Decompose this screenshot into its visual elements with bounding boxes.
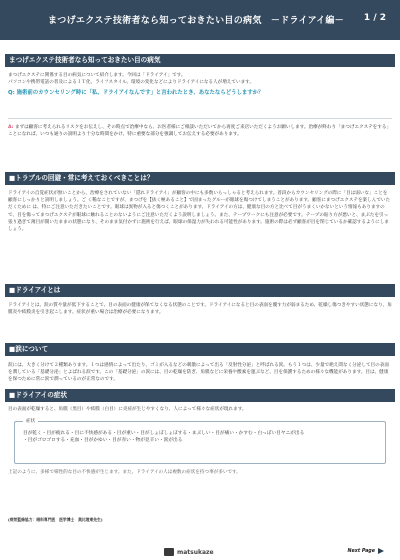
next-page-label: Next Page [347,548,375,554]
answer-mark: A: [8,125,14,130]
symptom-box [14,421,386,464]
symptoms-summary: 上記のように、多様で様性的な目の不快感が生じます。また、ドライアイの人は複数の症状を持つ事が多いです。 [8,470,241,475]
page-title: まつげエクステ技術者なら知っておきたい目の病気 －ドライアイ編－ [48,16,344,26]
answer-text: まずは顧客に考えられるリスクをお伝えし、その時点で治療中なら、お医者様にご相談いただいてから再度ご来店いただくようお願いします。治療が終わり「まつげエクステをする」ことになれば、いつも通りの説明より十分な時間をかけ、特に重要な部分を強調してお伝えする必要があります。 [8,125,392,138]
section-heading-tears: ■涙について [5,343,395,356]
next-page-link[interactable] [348,548,384,554]
intro-line-1: まつげエクステに関係する目の病気について紹介します。今回は「ドライアイ」です。 [8,73,186,78]
logo-icon [164,548,174,556]
symptom-label: 症状 [23,418,38,425]
section-heading-intro: まつげエクステ技術者なら知っておきたい目の病気 [5,54,395,67]
tears-text: 涙には、大きく分けて２種類あります。１つは感情によって出たり、ゴミが入るなどの刺激によって出る「反射性分泌」と呼ばれる涙。もう１つは、少量で絶え間なく分泌して目の表面を潤している「基礎分泌」とよばれる涙です。この「基礎分泌」の涙には、目の乾燥を防ぎ、角膜などに栄養や酸素を運ぶなど、目を保護するための様々な機能があります。目は、健康を保つために常に涙で潤っているのが正常なのです。 [8,363,389,383]
intro-line-2: パソコンや携帯電話の普及によるＩＴ化、ライフスタイル、環境の変化などによりドライアイになる人が増えています。 [8,80,254,86]
brand-logo [164,548,214,556]
dryeye-text: ドライアイとは、涙の質や量が低下することで、目の表面の健康が保てなくなる状態のことです。ドライアイになると目の表面を覆す力が弱まるため、乾燥し傷つきやすい状態になり、角膜炎や結膜炎を引き起こします。症状が重い場合は治療が必要になります。 [8,303,392,316]
symptoms-intro: 目の表面が乾燥すると、角膜（黒目）や結膜（白目）に炎症が生じやすくなり、人によって様々な症状が現れます。 [8,407,247,412]
page-number: 1 / 2 [363,13,386,23]
symptom-list-1: 目が乾く・目が疲れる・目に不快感がある・目が重い・目がしょぼしょぼする・まぶしい・目が痛い・かすむ・白っぽい目ヤニが出る [23,431,305,436]
symptom-list-2: ・目がゴロゴロする・充血・目がかゆい・目が赤い・物が見辛い・涙が出る [23,438,183,444]
trouble-text: ドライアイの自覚症状が無いことから、治療をされていない「隠れドライアイ」が顧客の中にも多数いらっしゃると考えられます。普段からカウンセリングの際に「目は弱いな」ことを顧客にしっかりと説明しましょう。ご く稀なことですが、まつげを【抜く極あること】で固まったグルーが眼球を傷つけてしまうことがあります。顧客にまつげエクステを楽しんでいただくために は、特にご注意いただきたいことです。眼球は異物が入ると傷つくことがあります。ドライアイの方は、健康な目の方と比べて目がうまくいかないという情報もありますので、目を傷ってまつげエクステが眼球に触れることのないようにご注意いただくよう説明しましょう。また、テープワークにも注意が必要です。テープの貼り方が悪いと、まぶたを引っ張り過ぎて薄目が開いたままの状態になり、そのまま気付かずに施術を行えば、眼球の保湿力が失われる可能性があります。施術の際は必ず顧客が目を閉じているか確認するようにしましょう。 [8,191,391,233]
section-heading-symptoms: ■ドライアイの症状 [5,389,395,402]
section-heading-dryeye: ■ドライアイとは [5,284,395,297]
footer-note: (病気監修協力：眼科専門医 医学博士 奥比理東先生) [8,517,103,522]
page-header [0,0,400,40]
intro-text [8,72,392,97]
arrow-right-icon [378,548,384,554]
answer-block [8,118,392,138]
logo-text: matsukaze [177,548,214,556]
question-text: Q: 施術前のカウンセリング時に「私、ドライアイなんです」と言われたとき、あなたならどうしますか？ [8,90,264,97]
section-heading-trouble: ■トラブルの回避・常に考えておくべきことは？ [5,172,395,185]
